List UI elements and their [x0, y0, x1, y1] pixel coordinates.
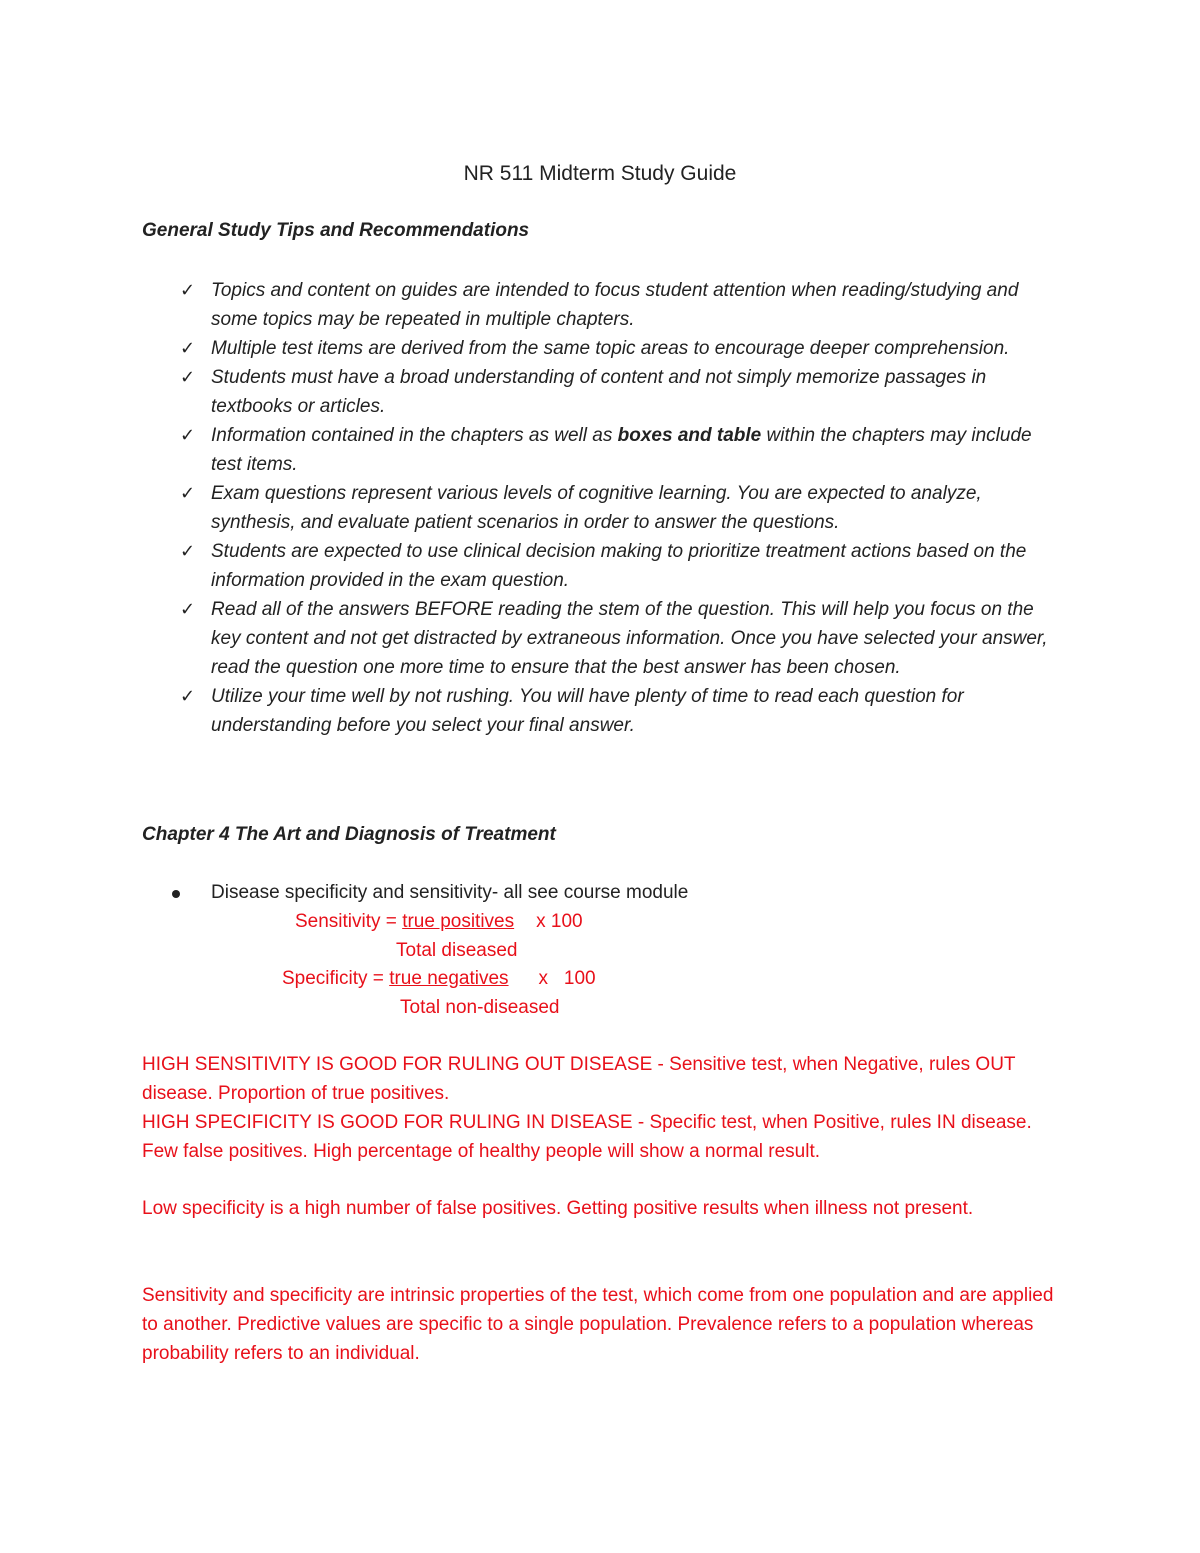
sensitivity-denominator: Total diseased [396, 940, 518, 961]
checkmark-icon: ✓ [180, 425, 196, 445]
checkmark-icon: ✓ [180, 541, 196, 561]
specificity-multiplier: x 100 [538, 968, 596, 989]
emphasis-text: boxes and table [617, 425, 762, 446]
page-title: NR 511 Midterm Study Guide [463, 162, 737, 185]
checkmark-icon: ✓ [180, 338, 196, 358]
specificity-numerator: true negatives [389, 968, 509, 989]
sensitivity-formula: Sensitivity = true positives x 100 [295, 911, 583, 932]
list-item: ✓ Students must have a broad understanding of content and not simply memorize passages in textbooks or articles. [142, 363, 1062, 421]
low-specificity-note: Low specificity is a high number of false positives. Getting positive results when illness not present. [142, 1198, 974, 1219]
list-item: ✓ Exam questions represent various levels of cognitive learning. You are expected to analyze, synthesis, and evaluate patient scenarios in order to answer the questions. [142, 479, 1062, 537]
section-heading-study-tips: General Study Tips and Recommendations [142, 220, 530, 241]
list-item: ✓ Utilize your time well by not rushing. You will have plenty of time to read each question for understanding before you select your final answer. [142, 682, 1062, 740]
list-item: ✓ Topics and content on guides are intended to focus student attention when reading/studying and some topics may be repeated in multiple chapters. [142, 276, 1062, 334]
sensitivity-multiplier: x 100 [536, 911, 583, 932]
list-item: ✓ Students are expected to use clinical decision making to prioritize treatment actions based on the information provided in the exam question. [142, 537, 1062, 595]
checkmark-icon: ✓ [180, 686, 196, 706]
list-item: ✓ Information contained in the chapters as well as boxes and table within the chapters may include test items. [142, 421, 1062, 479]
checkmark-icon: ✓ [180, 599, 196, 619]
specificity-denominator: Total non-diseased [400, 997, 560, 1018]
high-specificity-note: HIGH SPECIFICITY IS GOOD FOR RULING IN DISEASE - Specific test, when Positive, rules IN disease. Few false positives. High percentage of healthy people will show a normal result. [142, 1112, 1032, 1162]
checkmark-icon: ✓ [180, 483, 196, 503]
bullet-item-specificity-sensitivity: Disease specificity and sensitivity- all see course module [142, 878, 1062, 907]
checkmark-icon: ✓ [180, 367, 196, 387]
study-tips-list [142, 276, 1062, 740]
list-item: ✓ Multiple test items are derived from the same topic areas to encourage deeper comprehension. [142, 334, 1062, 363]
high-sensitivity-note: HIGH SENSITIVITY IS GOOD FOR RULING OUT DISEASE - Sensitive test, when Negative, rules OUT disease. Proportion of true positives. [142, 1054, 1016, 1104]
intrinsic-properties-note: Sensitivity and specificity are intrinsic properties of the test, which come from one population and are applied to another. Predictive values are specific to a single population. Prevalence refers to a population whereas probability refers to an individual. [142, 1285, 1054, 1364]
list-item: ✓ Read all of the answers BEFORE reading the stem of the question. This will help you focus on the key content and not get distracted by extraneous information. Once you have selected your answer, read the question one more time to ensure that the best answer has been chosen. [142, 595, 1062, 682]
checkmark-icon: ✓ [180, 280, 196, 300]
sensitivity-specificity-notes [142, 1050, 1067, 1166]
sensitivity-numerator: true positives [402, 911, 515, 932]
section-heading-chapter-4: Chapter 4 The Art and Diagnosis of Treatment [142, 824, 556, 845]
bullet-icon [172, 890, 180, 898]
specificity-formula: Specificity = true negatives x 100 [282, 968, 596, 989]
